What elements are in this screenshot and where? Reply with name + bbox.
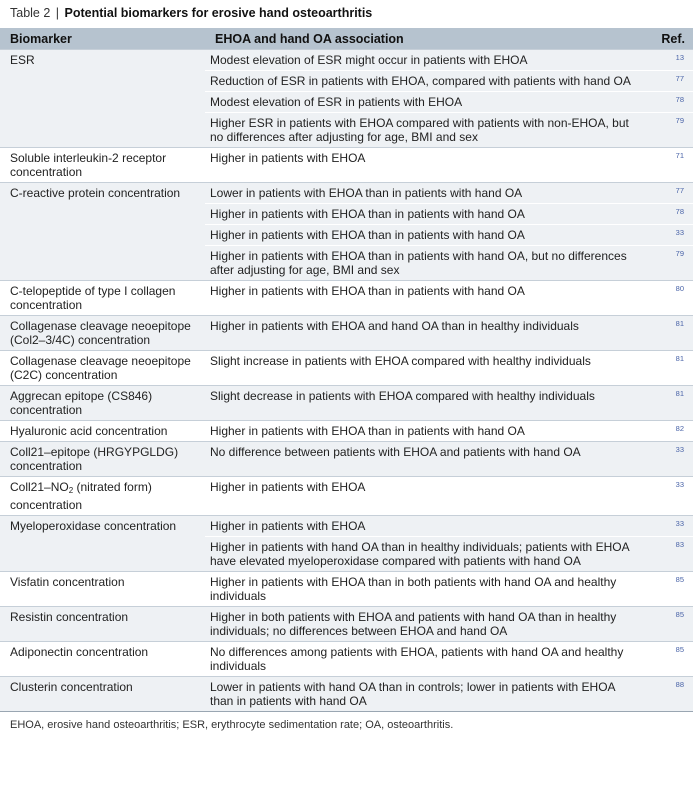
table-row bbox=[0, 477, 693, 516]
association-cell: Higher in patients with EHOA and hand OA than in healthy individuals bbox=[205, 316, 643, 351]
table-row bbox=[0, 386, 693, 421]
biomarker-name: Adiponectin concentration bbox=[10, 645, 149, 659]
biomarker-name: Visfatin concentration bbox=[10, 575, 125, 589]
reference-link[interactable]: 71 bbox=[643, 148, 693, 183]
biomarker-cell bbox=[0, 607, 205, 642]
association-cell: Slight decrease in patients with EHOA compared with healthy individuals bbox=[205, 386, 643, 421]
reference-link[interactable]: 77 bbox=[643, 71, 693, 92]
association-cell: Higher in patients with EHOA bbox=[205, 477, 643, 516]
biomarker-cell bbox=[0, 477, 205, 516]
header-ref: Ref. bbox=[643, 28, 693, 50]
table-row bbox=[0, 351, 693, 386]
table-row bbox=[0, 572, 693, 607]
association-cell: Lower in patients with hand OA than in controls; lower in patients with EHOA than in patients with hand OA bbox=[205, 677, 643, 712]
association-cell: No differences among patients with EHOA, patients with hand OA and healthy individuals bbox=[205, 642, 643, 677]
header-biomarker: Biomarker bbox=[0, 28, 205, 50]
biomarker-name: Coll21–epitope (HRGYPGLDG) concentration bbox=[10, 445, 179, 473]
table-row bbox=[0, 642, 693, 677]
association-cell: Higher in patients with EHOA than in patients with hand OA bbox=[205, 225, 643, 246]
table-row bbox=[0, 607, 693, 642]
header-row bbox=[0, 28, 693, 50]
biomarker-name: Coll21–NO bbox=[10, 480, 69, 494]
reference-link[interactable]: 33 bbox=[643, 225, 693, 246]
table-row bbox=[0, 148, 693, 183]
biomarker-name: Aggrecan epitope (CS846) concentration bbox=[10, 389, 153, 417]
biomarker-name: C-telopeptide of type I collagen concentration bbox=[10, 284, 176, 312]
biomarker-name: ESR bbox=[10, 53, 35, 67]
association-cell: Higher ESR in patients with EHOA compared with patients with non-EHOA, but no differences after adjusting for age, BMI and sex bbox=[205, 113, 643, 148]
caption-separator: | bbox=[55, 6, 60, 20]
biomarker-cell bbox=[0, 386, 205, 421]
reference-link[interactable]: 79 bbox=[643, 113, 693, 148]
association-cell: Reduction of ESR in patients with EHOA, compared with patients with hand OA bbox=[205, 71, 643, 92]
reference-link[interactable]: 13 bbox=[643, 50, 693, 71]
association-cell: Higher in patients with EHOA than in patients with hand OA bbox=[205, 281, 643, 316]
biomarker-cell bbox=[0, 148, 205, 183]
biomarker-name: C-reactive protein concentration bbox=[10, 186, 181, 200]
biomarker-cell bbox=[0, 183, 205, 281]
reference-link[interactable]: 33 bbox=[643, 477, 693, 516]
biomarker-cell bbox=[0, 642, 205, 677]
reference-link[interactable]: 81 bbox=[643, 351, 693, 386]
table-row bbox=[0, 442, 693, 477]
reference-link[interactable]: 33 bbox=[643, 516, 693, 537]
biomarker-subscript: 2 bbox=[68, 486, 74, 495]
table-row bbox=[0, 421, 693, 442]
biomarker-cell bbox=[0, 572, 205, 607]
table-row bbox=[0, 50, 693, 71]
reference-link[interactable]: 79 bbox=[643, 246, 693, 281]
biomarker-cell bbox=[0, 442, 205, 477]
biomarker-name: Soluble interleukin-2 receptor concentration bbox=[10, 151, 167, 179]
biomarker-name: Collagenase cleavage neoepitope (C2C) concentration bbox=[10, 354, 191, 382]
association-cell: Higher in patients with EHOA than in patients with hand OA bbox=[205, 204, 643, 225]
table-label: Table 2 bbox=[10, 6, 51, 20]
table-row bbox=[0, 183, 693, 204]
biomarker-cell bbox=[0, 281, 205, 316]
biomarker-name: Hyaluronic acid concentration bbox=[10, 424, 168, 438]
table-row bbox=[0, 281, 693, 316]
biomarker-name: Resistin concentration bbox=[10, 610, 129, 624]
reference-link[interactable]: 81 bbox=[643, 316, 693, 351]
association-cell: Higher in both patients with EHOA and patients with hand OA than in healthy individuals; no differences between EHOA and hand OA bbox=[205, 607, 643, 642]
header-association: EHOA and hand OA association bbox=[205, 28, 643, 50]
association-cell: Higher in patients with hand OA than in healthy individuals; patients with EHOA have elevated myeloperoxidase compared with patients with hand OA bbox=[205, 537, 643, 572]
table-caption bbox=[0, 0, 693, 28]
reference-link[interactable]: 78 bbox=[643, 92, 693, 113]
association-cell: No difference between patients with EHOA and patients with hand OA bbox=[205, 442, 643, 477]
biomarker-name-rest: (nitrated form) concentration bbox=[10, 480, 152, 512]
biomarker-cell bbox=[0, 316, 205, 351]
biomarker-name: Collagenase cleavage neoepitope (Col2–3/4C) concentration bbox=[10, 319, 191, 347]
biomarker-cell bbox=[0, 351, 205, 386]
reference-link[interactable]: 82 bbox=[643, 421, 693, 442]
association-cell: Slight increase in patients with EHOA compared with healthy individuals bbox=[205, 351, 643, 386]
association-cell: Modest elevation of ESR in patients with EHOA bbox=[205, 92, 643, 113]
association-cell: Higher in patients with EHOA bbox=[205, 148, 643, 183]
biomarker-name: Myeloperoxidase concentration bbox=[10, 519, 177, 533]
reference-link[interactable]: 83 bbox=[643, 537, 693, 572]
association-cell: Higher in patients with EHOA than in patients with hand OA, but no differences after adjusting for age, BMI and sex bbox=[205, 246, 643, 281]
table-header bbox=[0, 28, 693, 50]
reference-link[interactable]: 85 bbox=[643, 642, 693, 677]
table-row bbox=[0, 516, 693, 537]
table-row bbox=[0, 677, 693, 712]
biomarker-table bbox=[0, 28, 693, 712]
table-footnote: EHOA, erosive hand osteoarthritis; ESR, erythrocyte sedimentation rate; OA, osteoarthritis. bbox=[10, 719, 454, 731]
table-body bbox=[0, 50, 693, 712]
table-row bbox=[0, 316, 693, 351]
reference-link[interactable]: 81 bbox=[643, 386, 693, 421]
association-cell: Higher in patients with EHOA than in patients with hand OA bbox=[205, 421, 643, 442]
biomarker-name: Clusterin concentration bbox=[10, 680, 133, 694]
biomarker-cell bbox=[0, 677, 205, 712]
reference-link[interactable]: 85 bbox=[643, 572, 693, 607]
biomarker-cell bbox=[0, 516, 205, 572]
association-cell: Lower in patients with EHOA than in patients with hand OA bbox=[205, 183, 643, 204]
biomarker-cell bbox=[0, 421, 205, 442]
association-cell: Higher in patients with EHOA than in both patients with hand OA and healthy individuals bbox=[205, 572, 643, 607]
reference-link[interactable]: 85 bbox=[643, 607, 693, 642]
association-cell: Modest elevation of ESR might occur in patients with EHOA bbox=[205, 50, 643, 71]
reference-link[interactable]: 80 bbox=[643, 281, 693, 316]
biomarker-cell bbox=[0, 50, 205, 148]
table-title: Potential biomarkers for erosive hand osteoarthritis bbox=[64, 6, 373, 20]
association-cell: Higher in patients with EHOA bbox=[205, 516, 643, 537]
reference-link[interactable]: 88 bbox=[643, 677, 693, 712]
reference-link[interactable]: 78 bbox=[643, 204, 693, 225]
reference-link[interactable]: 77 bbox=[643, 183, 693, 204]
reference-link[interactable]: 33 bbox=[643, 442, 693, 477]
